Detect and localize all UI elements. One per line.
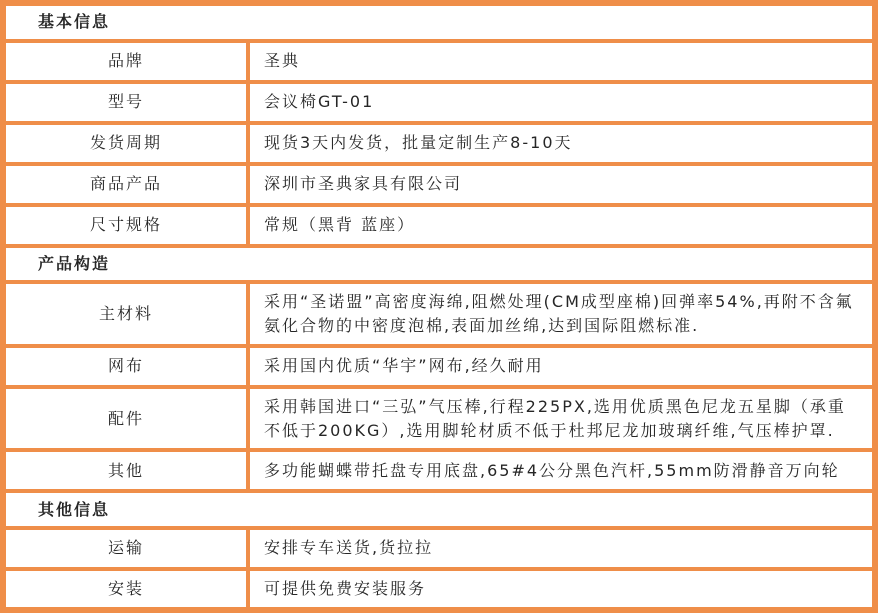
table-row bbox=[3, 205, 875, 246]
table-row bbox=[3, 123, 875, 164]
spec-value-producer: 深圳市圣典家具有限公司 bbox=[248, 164, 875, 205]
spec-value-mesh: 采用国内优质“华宇”网布,经久耐用 bbox=[248, 346, 875, 387]
table-row bbox=[3, 164, 875, 205]
spec-value-model: 会议椅GT-01 bbox=[248, 82, 875, 123]
table-row bbox=[3, 346, 875, 387]
table-row bbox=[3, 82, 875, 123]
spec-label-model: 型号 bbox=[3, 82, 248, 123]
section-header-row bbox=[3, 246, 875, 283]
spec-value-transport: 安排专车送货,货拉拉 bbox=[248, 528, 875, 569]
spec-value-brand: 圣典 bbox=[248, 41, 875, 82]
spec-label-producer: 商品产品 bbox=[3, 164, 248, 205]
table-row bbox=[3, 528, 875, 569]
spec-value-main-material: 采用“圣诺盟”高密度海绵,阻燃处理(CM成型座棉)回弹率54%,再附不含氟氨化合物的中密度泡棉,表面加丝绵,达到国际阻燃标准. bbox=[248, 282, 875, 345]
spec-label-mesh: 网布 bbox=[3, 346, 248, 387]
section-title-product-structure: 产品构造 bbox=[3, 246, 875, 283]
spec-label-brand: 品牌 bbox=[3, 41, 248, 82]
table-row bbox=[3, 450, 875, 491]
section-title-other-info: 其他信息 bbox=[3, 491, 875, 528]
table-row bbox=[3, 282, 875, 345]
spec-label-delivery-cycle: 发货周期 bbox=[3, 123, 248, 164]
section-title-basic-info: 基本信息 bbox=[3, 3, 875, 41]
spec-label-installation: 安装 bbox=[3, 569, 248, 610]
table-row bbox=[3, 41, 875, 82]
section-header-row bbox=[3, 491, 875, 528]
table-row bbox=[3, 569, 875, 610]
spec-value-size: 常规（黑背 蓝座） bbox=[248, 205, 875, 246]
spec-label-other: 其他 bbox=[3, 450, 248, 491]
spec-label-size: 尺寸规格 bbox=[3, 205, 248, 246]
spec-value-accessories: 采用韩国进口“三弘”气压棒,行程225PX,选用优质黑色尼龙五星脚（承重不低于200KG）,选用脚轮材质不低于杜邦尼龙加玻璃纤维,气压棒护罩. bbox=[248, 387, 875, 450]
spec-value-delivery-cycle: 现货3天内发货，批量定制生产8-10天 bbox=[248, 123, 875, 164]
spec-label-main-material: 主材料 bbox=[3, 282, 248, 345]
spec-label-transport: 运输 bbox=[3, 528, 248, 569]
section-header-row bbox=[3, 3, 875, 41]
spec-label-accessories: 配件 bbox=[3, 387, 248, 450]
spec-value-other: 多功能蝴蝶带托盘专用底盘,65#4公分黑色汽杆,55mm防滑静音万向轮 bbox=[248, 450, 875, 491]
table-row bbox=[3, 387, 875, 450]
spec-value-installation: 可提供免费安装服务 bbox=[248, 569, 875, 610]
